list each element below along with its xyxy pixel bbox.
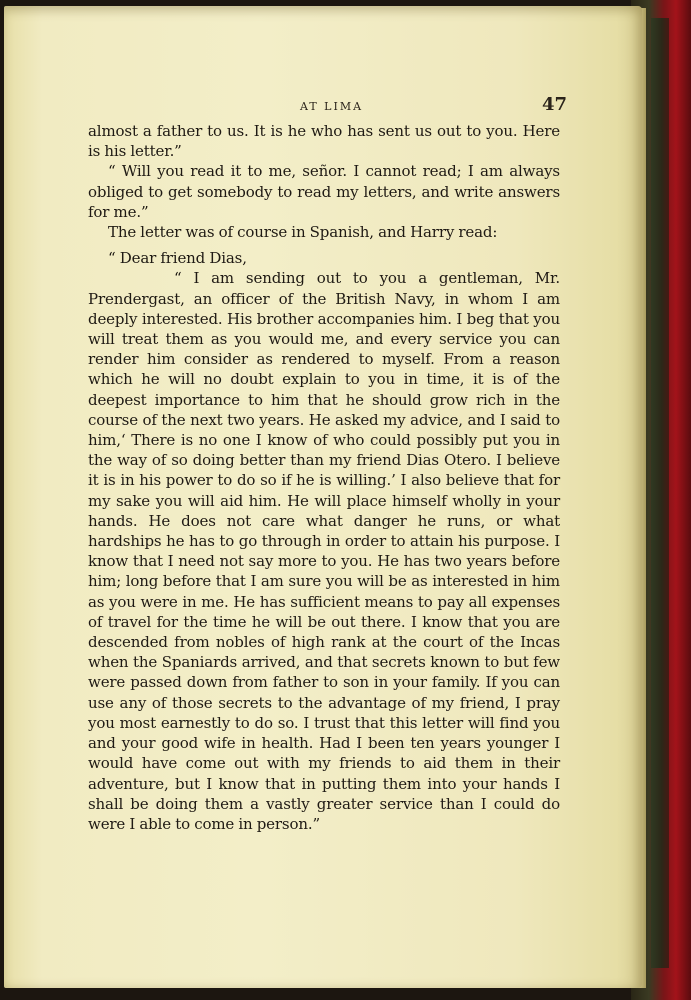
running-head: AT LIMA (300, 100, 364, 113)
page-number: 47 (542, 94, 568, 115)
paragraph-narration: The letter was of course in Spanish, and Harry read: (108, 223, 498, 242)
letter-salutation: “ Dear friend Dias, (108, 249, 247, 268)
letter-body: “ I am sending out to you a gentleman, Mr. Prendergast, an officer of the British Navy, in whom I am deeply interested. His brother accompanies him. I beg that you will treat them as you would me, and every service you can render him consider as rendered to myself. From a reason which he will no doubt explain to you in time, it is of the deepest importance to him that he should grow rich in the course of the next two years. He asked my advice, and I said to him,‘ There is no one I know of who could possibly put you in the way of so doing better than my friend Dias Otero. I believe it is in his power to do so if he is willing.’ I also believe that for my sake you will aid him. He will place himself wholly in your hands. He does not care what danger he runs, or what hardships he has to go through in order to attain his purpose. I know that I need not say more to you. He has two years before him; long before that I am sure you will be as interested in him as you were in me. He has sufficient means to pay all expenses of travel for the time he will be out there. I know that you are descended from nobles of high rank at the court of the Incas when the Spaniards arrived, and that secrets known to but few were passed down from father to son in your family. If you can use any of those secrets to the advantage of my friend, I pray you most earnestly to do so. I trust that this letter will find you and your good wife in health. Had I been ten years younger I would have come out with my friends to aid them in their adventure, but I know that in putting them into your hands I shall be doing them a vastly greater service than I could do were I able to come in person.” (88, 269, 560, 833)
paragraph-dialogue: “ Will you read it to me, señor. I cannot read; I am always obliged to get somebody to read my letters, and write answers for me.” (88, 162, 560, 221)
page-header (4, 96, 642, 120)
page-body (88, 121, 560, 834)
cover-spine-strip (651, 18, 669, 968)
paragraph-continuation: almost a father to us. It is he who has sent us out to you. Here is his letter.” (88, 122, 560, 161)
